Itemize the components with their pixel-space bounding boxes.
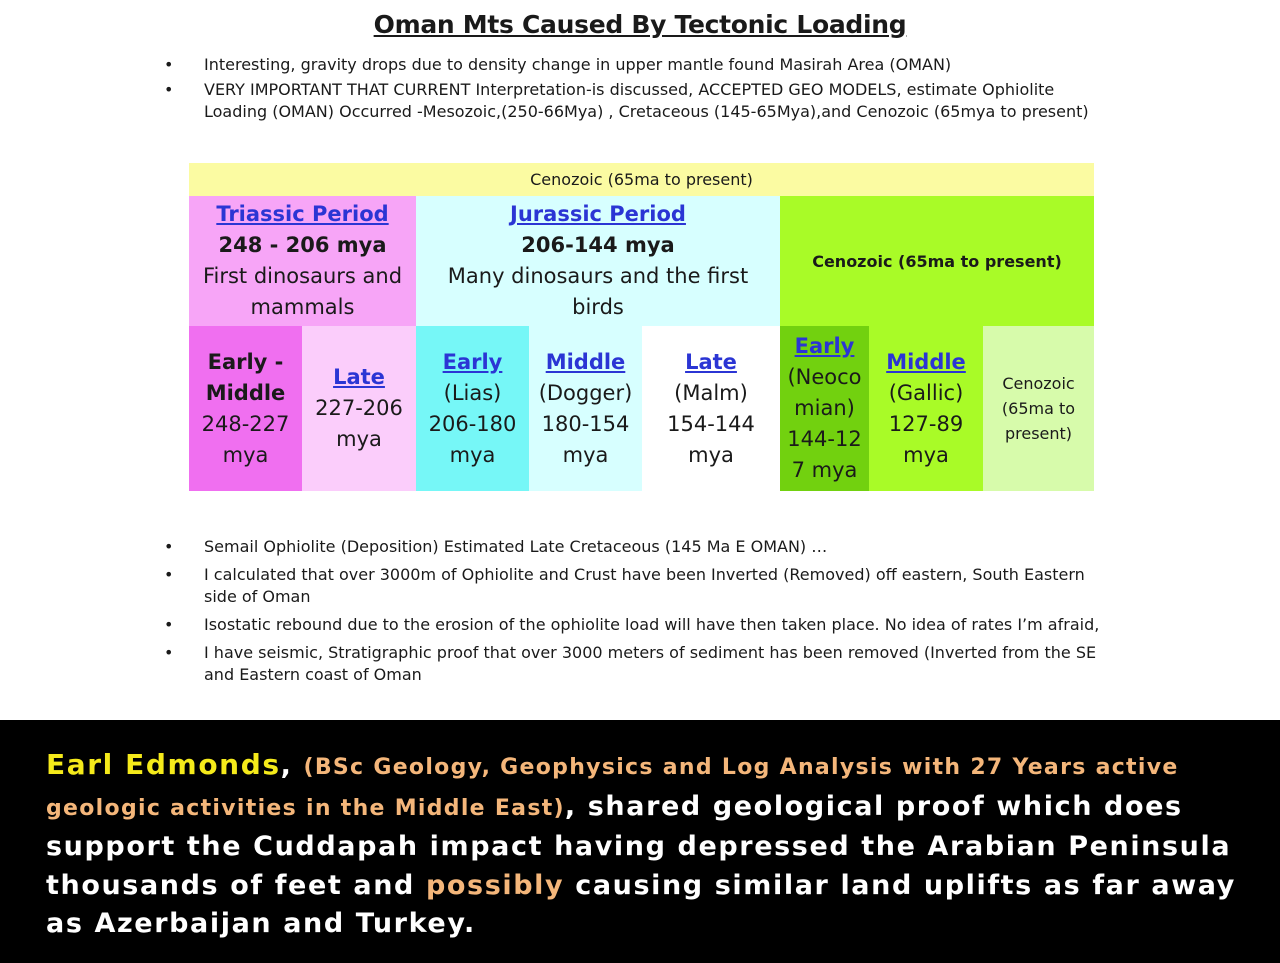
- jurassic-period-link[interactable]: Jurassic Period: [510, 202, 686, 226]
- cretaceous-middle-link[interactable]: Middle: [886, 349, 966, 374]
- bullet-text: I have seismic, Stratigraphic proof that over 3000 meters of sediment has been removed (Inverted from the SE and Eastern coast of Oman: [204, 643, 1097, 684]
- top-bullet-list: [160, 54, 1120, 126]
- jurassic-early-cell: [416, 326, 529, 491]
- bullet-item: [160, 564, 1120, 608]
- triassic-range: 248 - 206 mya: [218, 233, 387, 257]
- cenozoic-mid-cell: [780, 196, 1094, 326]
- cenozoic-mid-label: Cenozoic (65ma to present): [812, 251, 1062, 271]
- jurassic-range: 206-144 mya: [521, 233, 675, 257]
- bullet-item: [160, 536, 1120, 558]
- bullet-dot: •: [164, 615, 174, 634]
- cenozoic-top-bar-label: Cenozoic (65ma to present): [530, 170, 753, 189]
- bullet-text: Semail Ophiolite (Deposition) Estimated Late Cretaceous (145 Ma E OMAN) …: [204, 537, 828, 556]
- cretaceous-middle-cell: [869, 326, 983, 491]
- triassic-late-link[interactable]: Late: [333, 365, 385, 389]
- jurassic-late-cell: [642, 326, 780, 491]
- triassic-late-range: 227-206 mya: [315, 396, 403, 451]
- jurassic-period-cell: [416, 196, 780, 326]
- bullet-text: VERY IMPORTANT THAT CURRENT Interpretation-is discussed, ACCEPTED GEO MODELS, estimate Ophiolite Loading (OMAN) Occurred -Mesozoic,(250-66Mya) , Cretaceous (145-65Mya),and Cenozoic (65mya to present): [204, 80, 1089, 121]
- cretaceous-early-name: (Neoco mian): [787, 365, 862, 420]
- caption-text: [46, 746, 1266, 944]
- triassic-early-middle-label: Early - Middle: [205, 349, 286, 405]
- jurassic-late-range: 154-144 mya: [667, 411, 755, 467]
- jurassic-late-name: (Malm): [674, 380, 748, 405]
- bullet-dot: •: [164, 565, 174, 584]
- cretaceous-early-cell: [780, 326, 869, 491]
- jurassic-middle-link[interactable]: Middle: [545, 349, 626, 374]
- triassic-early-middle-range: 248-227 mya: [201, 411, 290, 467]
- bullet-dot: •: [164, 643, 174, 662]
- slide-title: Oman Mts Caused By Tectonic Loading: [373, 10, 907, 39]
- author-credentials: (BSc Geology, Geophysics and Log Analysis with 27 Years active geologic activities in the Middle East): [46, 755, 1179, 821]
- bullet-text: Isostatic rebound due to the erosion of the ophiolite load will have then taken place. No idea of rates I’m afraid,: [204, 615, 1100, 634]
- geologic-timeline-table: [189, 163, 1094, 491]
- author-name: Earl Edmonds: [46, 748, 281, 781]
- bullet-item: [160, 79, 1120, 123]
- bullet-item: [160, 54, 1120, 76]
- jurassic-middle-cell: [529, 326, 642, 491]
- caption-comma: ,: [280, 750, 304, 781]
- cretaceous-early-range: 144-12 7 mya: [787, 427, 862, 482]
- bullet-dot: •: [164, 55, 174, 74]
- cretaceous-middle-name: (Gallic): [888, 380, 964, 405]
- caption-banner: [0, 720, 1280, 963]
- triassic-early-middle-cell: [189, 326, 302, 491]
- cenozoic-sub-cell: [983, 326, 1094, 491]
- cenozoic-sub-label: Cenozoic (65ma to present): [1001, 374, 1076, 443]
- jurassic-early-range: 206-180 mya: [428, 411, 517, 467]
- bullet-text: I calculated that over 3000m of Ophiolite and Crust have been Inverted (Removed) off eastern, South Eastern side of Oman: [204, 565, 1085, 606]
- jurassic-early-name: (Lias): [443, 380, 502, 405]
- bullet-dot: •: [164, 80, 174, 99]
- bottom-bullet-list: [160, 536, 1120, 692]
- triassic-desc: First dinosaurs and mammals: [202, 264, 403, 319]
- caption-highlight: possibly: [425, 869, 565, 901]
- cenozoic-top-bar: [189, 163, 1094, 196]
- jurassic-middle-range: 180-154 mya: [541, 411, 630, 467]
- caption-body-b: causing similar land uplifts as far away as Azerbaijan and Turkey.: [46, 869, 1236, 939]
- bullet-item: [160, 614, 1120, 636]
- triassic-period-cell: [189, 196, 416, 326]
- bullet-item: [160, 642, 1120, 686]
- cretaceous-early-link[interactable]: Early: [794, 334, 855, 358]
- jurassic-desc: Many dinosaurs and the first birds: [447, 264, 749, 319]
- triassic-late-cell: [302, 326, 416, 491]
- jurassic-early-link[interactable]: Early: [442, 349, 503, 374]
- bullet-dot: •: [164, 537, 174, 556]
- jurassic-middle-name: (Dogger): [538, 380, 633, 405]
- triassic-period-link[interactable]: Triassic Period: [216, 202, 389, 226]
- jurassic-late-link[interactable]: Late: [685, 349, 737, 374]
- caption-body-a: , shared geological proof which does support the Cuddapah impact having depressed the Arabian Peninsula thousands of feet and: [46, 790, 1232, 901]
- cretaceous-middle-range: 127-89 mya: [888, 411, 964, 467]
- bullet-text: Interesting, gravity drops due to density change in upper mantle found Masirah Area (OMAN): [204, 55, 952, 74]
